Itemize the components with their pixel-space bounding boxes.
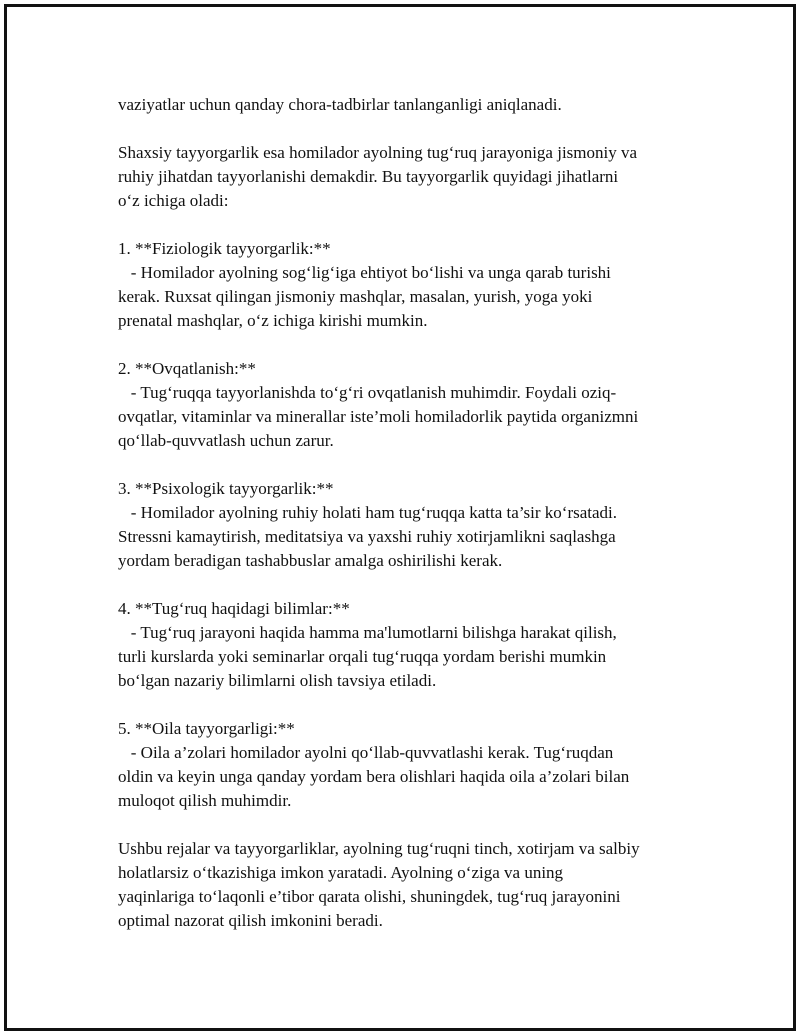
text-line: optimal nazorat qilish imkonini beradi. [118,911,383,930]
shaxsiy-paragraph [118,141,698,213]
text-line: - Tug‘ruqqa tayyorlanishda to‘g‘ri ovqatlanish muhimdir. Foydali oziq- [118,383,617,402]
list-item-heading: 2. **Ovqatlanish:** [118,359,256,378]
text-line: Shaxsiy tayyorgarlik esa homilador ayolning tug‘ruq jarayoniga jismoniy va [118,143,638,162]
text-line: kerak. Ruxsat qilingan jismoniy mashqlar, masalan, yurish, yoga yoki [118,287,593,306]
text-line: - Homilador ayolning sog‘lig‘iga ehtiyot bo‘lishi va unga qarab turishi [118,263,611,282]
text-line: turli kurslarda yoki seminarlar orqali tug‘ruqqa yordam berishi mumkin [118,647,607,666]
text-line: Ushbu rejalar va tayyorgarliklar, ayolning tug‘ruqni tinch, xotirjam va salbiy [118,839,640,858]
intro-paragraph [118,93,698,117]
text-line: yordam beradigan tashabbuslar amalga oshirilishi kerak. [118,551,503,570]
text-line: prenatal mashqlar, o‘z ichiga kirishi mumkin. [118,311,428,330]
text-line: Stressni kamaytirish, meditatsiya va yaxshi ruhiy xotirjamlikni saqlashga [118,527,616,546]
text-line: vaziyatlar uchun qanday chora-tadbirlar tanlanganligi aniqlanadi. [118,95,562,114]
list-item-5 [118,717,698,813]
document-body [118,93,698,957]
text-line: ovqatlar, vitaminlar va minerallar iste’moli homiladorlik paytida organizmni [118,407,639,426]
text-line: - Oila a’zolari homilador ayolni qo‘llab-quvvatlashi kerak. Tug‘ruqdan [118,743,614,762]
text-line: qo‘llab-quvvatlash uchun zarur. [118,431,334,450]
text-line: oldin va keyin unga qanday yordam bera olishlari haqida oila a’zolari bilan [118,767,630,786]
list-item-heading: 4. **Tug‘ruq haqidagi bilimlar:** [118,599,350,618]
text-line: ruhiy jihatdan tayyorlanishi demakdir. Bu tayyorgarlik quyidagi jihatlarni [118,167,619,186]
list-item-2 [118,357,698,453]
conclusion-paragraph [118,837,698,933]
list-item-4 [118,597,698,693]
list-item-heading: 5. **Oila tayyorgarligi:** [118,719,295,738]
text-line: holatlarsiz o‘tkazishiga imkon yaratadi. Ayolning o‘ziga va uning [118,863,564,882]
list-item-heading: 3. **Psixologik tayyorgarlik:** [118,479,334,498]
text-line: bo‘lgan nazariy bilimlarni olish tavsiya etiladi. [118,671,437,690]
text-line: muloqot qilish muhimdir. [118,791,292,810]
text-line: yaqinlariga to‘laqonli e’tibor qarata olishi, shuningdek, tug‘ruq jarayonini [118,887,621,906]
text-line: o‘z ichiga oladi: [118,191,229,210]
list-item-1 [118,237,698,333]
list-item-3 [118,477,698,573]
list-item-heading: 1. **Fiziologik tayyorgarlik:** [118,239,331,258]
text-line: - Tug‘ruq jarayoni haqida hamma ma'lumotlarni bilishga harakat qilish, [118,623,617,642]
text-line: - Homilador ayolning ruhiy holati ham tug‘ruqqa katta ta’sir ko‘rsatadi. [118,503,618,522]
